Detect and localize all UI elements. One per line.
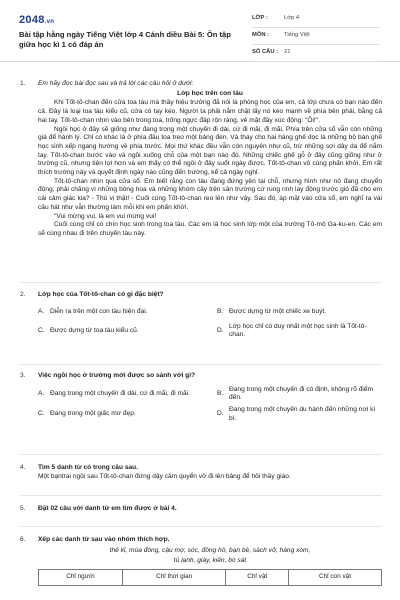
- meta-row-count: [252, 45, 380, 62]
- meta-row-subject: [252, 28, 380, 45]
- question-number: 1.: [20, 80, 26, 87]
- option-text: Đang trong một giấc mơ đẹp.: [50, 410, 136, 418]
- question-prompt: Việc ngồi học ở trường mới được so sánh với gì?: [38, 372, 196, 379]
- question-6: [20, 536, 382, 586]
- classification-table: [38, 569, 382, 585]
- answer-option-a[interactable]: [38, 305, 203, 320]
- answer-option-b[interactable]: [217, 386, 382, 403]
- answer-option-b[interactable]: [217, 305, 382, 320]
- option-letter: A.: [38, 307, 45, 315]
- question-divider: [20, 526, 382, 527]
- question-3: [20, 372, 382, 424]
- table-header-row: [39, 570, 382, 585]
- question-prompt: Lớp học của Tốt-tô-chan có gì đặc biệt?: [38, 291, 164, 298]
- question-number: 5.: [20, 505, 26, 512]
- passage-paragraph: Khi Tốt-tô-chan đến cửa toa tàu mà thầy hiệu trưởng đã nói là phòng học của em, cả lớp chưa có bạn nào đến cả. Đây là loại toa tàu kiểu cũ, cửa có tay kéo. Người ta phải nắm chặt lấy nó kéo mạnh về phía bên phải, bằng cả hai tay. Tốt-tô-chan nhìn vào bên trong toa, trống ngực đập rộn ràng, vẻ mặt đầy xúc động: "Ôi!".: [38, 99, 382, 124]
- question-divider: [20, 454, 382, 455]
- passage-paragraph: Tốt-tô-chan nhìn qua cửa sổ. Em biết rằng con tàu đang đứng yên tại chỗ, nhưng hình như nó đang chuyển động, phải chăng vì những bông hoa và những khóm cây trên sân trường cứ rung rinh lay động trước gió đã cho em cái cảm giác kia? - Thú vị thật! - Cuối cùng Tốt-tô-chan reo lên như vậy. Sau đó, áp mặt vào cửa sổ, em nghĩ ra vài câu hát như vẫn thường làm mỗi khi em phấn khởi.: [38, 177, 382, 211]
- meta-value: Lớp 4: [284, 15, 300, 22]
- answer-option-c[interactable]: [38, 406, 203, 423]
- answer-options: [38, 386, 382, 424]
- answer-option-d[interactable]: [217, 323, 382, 340]
- question-number: 4.: [20, 464, 26, 471]
- question-number: 2.: [20, 291, 26, 298]
- table-header-cell: Chỉ con vật: [289, 570, 382, 585]
- option-letter: D.: [217, 327, 224, 335]
- option-letter: B.: [217, 390, 224, 398]
- answer-option-d[interactable]: [217, 406, 382, 423]
- word-list-line: thế kỉ, mùa đông, cậu mợ, sóc, đồng hồ, bạn bè, sách vở, hàng xóm,: [109, 546, 311, 554]
- option-text: Diễn ra trên một con tàu hiện đại.: [50, 307, 148, 315]
- logo-text: 2048: [19, 14, 45, 26]
- passage-paragraph: Cuối cùng chỉ có chín học sinh trong toa tàu. Các em là học sinh lớp một của trường Tô-mô Ga-ku-en. Các em sẽ cùng nhau đi trên chuyến tàu này.: [38, 221, 382, 237]
- passage-title: Lớp học trên con tàu: [177, 89, 243, 97]
- question-number: 6.: [20, 536, 26, 543]
- option-text: Được dựng từ một chiếc xe buýt.: [229, 307, 327, 315]
- answer-option-a[interactable]: [38, 386, 203, 403]
- question-2: [20, 291, 382, 340]
- question-divider: [20, 282, 382, 283]
- option-text: Đang trong một chuyến đi dài, cứ đi mãi, đi mãi.: [50, 390, 191, 398]
- meta-label: SỐ CÂU :: [252, 49, 279, 56]
- question-4: [20, 464, 382, 481]
- meta-label: LỚP :: [252, 15, 268, 22]
- option-text: Đang trong một chuyến đi có định, không rõ điểm đến.: [229, 385, 374, 402]
- site-logo[interactable]: [19, 13, 54, 28]
- question-5: [20, 505, 382, 514]
- passage-paragraph: Ngồi học ở đây sẽ giống như đang trong một chuyến đi dài, cứ đi mãi, đi mãi. Phía trên cửa sổ vẫn còn những giá để hành lý. Chỉ có khác là ở phía đầu toa treo một bảng đen. Và thay cho hai hàng ghế dọc là những bộ bàn ghế học sinh xếp ngang hướng về phía trước. Mọi thứ khác đều vẫn còn nguyên như cũ, trừ những sợi dây da để nắm tay. Tốt-tô-chan bước vào và ngồi xuống chỗ của một bạn nào đó. Những chiếc ghế gỗ ở đây cũng giống như ở trường cũ, nhưng tiện lợi hơn và em thấy có thể ngồi ở đây suốt ngày được. Tốt-tô-chan vô cùng phấn khởi. Em rất thích trường này và quyết định ngày nào cũng đến trường, kể cả ngày nghỉ.: [38, 125, 382, 177]
- question-number: 3.: [20, 372, 26, 379]
- passage-paragraph: "Vui mừng vui, là em vui mừng vui!: [54, 212, 157, 220]
- meta-value: Tiếng Việt: [284, 32, 310, 39]
- question-prompt: Đặt 02 câu với danh từ em tìm được ở bài 4.: [38, 505, 177, 512]
- option-letter: C.: [38, 410, 45, 418]
- question-prompt: Tìm 5 danh từ có trong câu sau.: [38, 464, 139, 471]
- question-divider: [20, 495, 382, 496]
- question-sentence: Một bạntrai ngồi sau Tốt-tô-chan đứng dậy cầm quyển vở đi lên bảng để hỏi thầy giáo.: [38, 472, 291, 480]
- table-header-cell: Chỉ vật: [226, 570, 289, 585]
- option-text: Được dựng từ toa tàu kiểu cũ.: [50, 327, 139, 335]
- question-1: [20, 80, 382, 239]
- document-title: Bài tập hằng ngày Tiếng Việt lớp 4 Cánh diều Bài 5: Ôn tập giữa học kì 1 có đáp án: [19, 30, 231, 49]
- option-letter: A.: [38, 390, 45, 398]
- table-header-cell: Chỉ người: [39, 570, 123, 585]
- table-header-cell: Chỉ thời gian: [122, 570, 226, 585]
- question-prompt: Xếp các danh từ sau vào nhóm thích hợp.: [38, 536, 170, 543]
- option-text: Đang trong một chuyến du hành đến những nơi kì bí.: [229, 406, 376, 422]
- option-text: Lớp học chỉ có duy nhất một học sinh là Tốt-tô-chan.: [229, 322, 367, 339]
- option-letter: D.: [217, 410, 224, 418]
- answer-option-c[interactable]: [38, 323, 203, 340]
- option-letter: C.: [38, 327, 45, 335]
- meta-value: 21: [284, 49, 291, 56]
- option-letter: B.: [217, 307, 224, 315]
- document-meta: [252, 11, 380, 62]
- meta-row-class: [252, 11, 380, 28]
- question-prompt: Em hãy đọc bài đọc sau và trả lời các câu hỏi ở dưới:: [38, 80, 194, 87]
- document-header: [0, 0, 400, 62]
- word-list-line: tủ lạnh, giày, kiến, bò sát: [173, 557, 247, 565]
- meta-label: MÔN :: [252, 32, 270, 39]
- logo-suffix: .vn: [44, 19, 55, 25]
- question-divider: [20, 364, 382, 365]
- answer-options: [38, 305, 382, 340]
